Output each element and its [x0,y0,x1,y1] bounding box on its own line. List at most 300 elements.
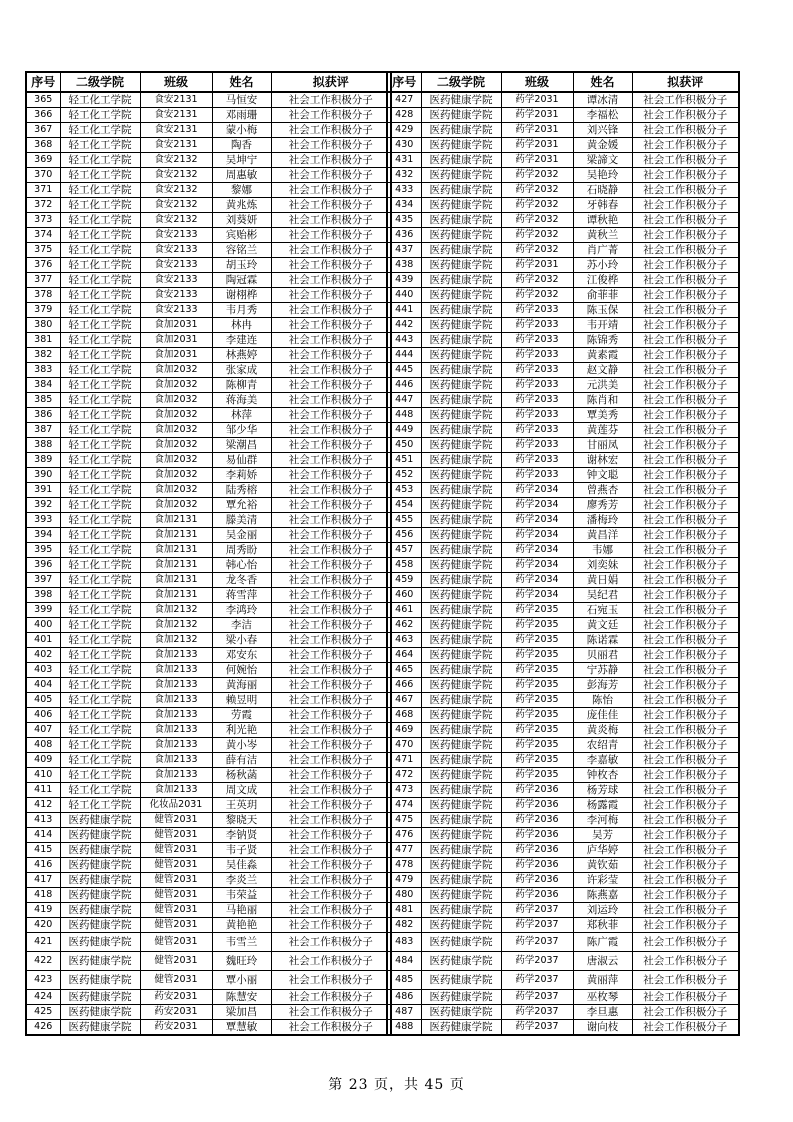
cell-award: 社会工作积极分子 [271,408,391,423]
cell-award: 社会工作积极分子 [632,228,739,243]
cell-index: 414 [26,828,60,843]
cell-college: 医药健康学院 [421,378,501,393]
cell-name: 黄兆炼 [212,198,271,213]
cell-index: 467 [387,693,421,708]
cell-index: 372 [26,198,60,213]
cell-class: 药学2035 [501,753,573,768]
table-row [387,528,739,543]
table-row [387,971,739,990]
cell-college: 医药健康学院 [421,952,501,971]
cell-index: 415 [26,843,60,858]
cell-award: 社会工作积极分子 [271,693,391,708]
cell-name: 郑秋菲 [573,918,632,933]
cell-class: 食加2032 [140,453,212,468]
cell-award: 社会工作积极分子 [271,453,391,468]
cell-class: 食加2133 [140,693,212,708]
cell-index: 485 [387,971,421,990]
cell-award: 社会工作积极分子 [271,768,391,783]
cell-class: 健管2031 [140,903,212,918]
table-row [26,588,391,603]
table-row [26,168,391,183]
cell-index: 484 [387,952,421,971]
header-award: 拟获评 [632,72,739,92]
cell-index: 465 [387,663,421,678]
cell-index: 471 [387,753,421,768]
cell-class: 药学2036 [501,813,573,828]
table-row [387,393,739,408]
cell-college: 轻工化工学院 [60,543,140,558]
cell-award: 社会工作积极分子 [632,573,739,588]
cell-college: 轻工化工学院 [60,453,140,468]
cell-name: 梁小春 [212,633,271,648]
cell-name: 宾贻彬 [212,228,271,243]
cell-award: 社会工作积极分子 [271,213,391,228]
cell-class: 食安2132 [140,168,212,183]
cell-college: 医药健康学院 [421,498,501,513]
cell-award: 社会工作积极分子 [632,168,739,183]
cell-class: 健管2031 [140,843,212,858]
cell-class: 食安2133 [140,288,212,303]
cell-name: 陈锦秀 [573,333,632,348]
cell-award: 社会工作积极分子 [271,588,391,603]
cell-award: 社会工作积极分子 [271,971,391,990]
cell-award: 社会工作积极分子 [632,438,739,453]
table-row [26,663,391,678]
cell-name: 马恒安 [212,92,271,108]
cell-college: 医药健康学院 [421,783,501,798]
cell-college: 轻工化工学院 [60,603,140,618]
cell-name: 张家成 [212,363,271,378]
cell-award: 社会工作积极分子 [632,603,739,618]
cell-award: 社会工作积极分子 [632,408,739,423]
cell-college: 医药健康学院 [60,971,140,990]
cell-index: 419 [26,903,60,918]
table-row [387,828,739,843]
table-row [26,498,391,513]
cell-college: 轻工化工学院 [60,123,140,138]
cell-college: 医药健康学院 [60,903,140,918]
cell-index: 468 [387,708,421,723]
cell-index: 408 [26,738,60,753]
cell-index: 456 [387,528,421,543]
cell-college: 医药健康学院 [60,952,140,971]
cell-college: 轻工化工学院 [60,363,140,378]
cell-class: 食安2132 [140,198,212,213]
cell-award: 社会工作积极分子 [632,858,739,873]
cell-award: 社会工作积极分子 [632,393,739,408]
cell-index: 452 [387,468,421,483]
cell-college: 轻工化工学院 [60,153,140,168]
cell-name: 李钠贤 [212,828,271,843]
cell-name: 苏小玲 [573,258,632,273]
cell-award: 社会工作积极分子 [632,588,739,603]
cell-name: 杨露霞 [573,798,632,813]
cell-index: 477 [387,843,421,858]
cell-name: 甘丽凤 [573,438,632,453]
table-row [26,1005,391,1020]
table-row [387,663,739,678]
table-row [387,588,739,603]
cell-class: 药学2031 [501,108,573,123]
header-index: 序号 [26,72,60,92]
table-row [387,573,739,588]
cell-class: 食加2031 [140,318,212,333]
cell-class: 食加2132 [140,618,212,633]
table-row [26,288,391,303]
header-award: 拟获评 [271,72,391,92]
cell-award: 社会工作积极分子 [271,198,391,213]
cell-name: 刘奕妹 [573,558,632,573]
cell-class: 食加2032 [140,423,212,438]
cell-class: 药学2035 [501,708,573,723]
cell-index: 472 [387,768,421,783]
cell-name: 胡玉玲 [212,258,271,273]
cell-name: 邓安东 [212,648,271,663]
cell-award: 社会工作积极分子 [271,753,391,768]
table-row [387,153,739,168]
cell-award: 社会工作积极分子 [632,303,739,318]
cell-class: 药学2033 [501,393,573,408]
cell-index: 451 [387,453,421,468]
table-row [26,873,391,888]
cell-class: 食加2133 [140,783,212,798]
table-row [387,363,739,378]
cell-award: 社会工作积极分子 [632,123,739,138]
cell-college: 轻工化工学院 [60,648,140,663]
cell-college: 轻工化工学院 [60,783,140,798]
cell-class: 食安2133 [140,243,212,258]
cell-college: 医药健康学院 [60,843,140,858]
cell-index: 462 [387,618,421,633]
cell-name: 庐华婷 [573,843,632,858]
cell-class: 食安2131 [140,138,212,153]
cell-index: 455 [387,513,421,528]
cell-index: 443 [387,333,421,348]
table-row [387,138,739,153]
cell-college: 医药健康学院 [421,243,501,258]
cell-class: 食加2132 [140,633,212,648]
cell-index: 459 [387,573,421,588]
cell-name: 吴艳玲 [573,168,632,183]
table-row [26,438,391,453]
cell-name: 梁諦文 [573,153,632,168]
cell-name: 李建连 [212,333,271,348]
cell-index: 428 [387,108,421,123]
cell-name: 黄素霞 [573,348,632,363]
cell-index: 442 [387,318,421,333]
cell-college: 医药健康学院 [421,333,501,348]
cell-college: 轻工化工学院 [60,693,140,708]
cell-college: 医药健康学院 [421,933,501,952]
cell-award: 社会工作积极分子 [632,558,739,573]
cell-class: 药学2034 [501,558,573,573]
cell-college: 轻工化工学院 [60,738,140,753]
cell-name: 李莉娇 [212,468,271,483]
cell-award: 社会工作积极分子 [271,498,391,513]
cell-college: 医药健康学院 [421,123,501,138]
cell-class: 药学2035 [501,678,573,693]
cell-name: 蒋雪萍 [212,588,271,603]
cell-index: 464 [387,648,421,663]
cell-award: 社会工作积极分子 [271,303,391,318]
cell-college: 医药健康学院 [421,858,501,873]
cell-name: 谢向枝 [573,1020,632,1036]
cell-award: 社会工作积极分子 [632,693,739,708]
cell-award: 社会工作积极分子 [632,738,739,753]
table-row [387,648,739,663]
cell-class: 食加2131 [140,513,212,528]
cell-name: 韦雪兰 [212,933,271,952]
cell-college: 医药健康学院 [421,318,501,333]
table-row [26,918,391,933]
cell-class: 药学2037 [501,918,573,933]
cell-index: 425 [26,1005,60,1020]
cell-award: 社会工作积极分子 [271,798,391,813]
table-row [387,708,739,723]
cell-class: 食加2133 [140,648,212,663]
table-row [387,798,739,813]
table-row [26,213,391,228]
cell-class: 药学2033 [501,438,573,453]
cell-college: 医药健康学院 [60,888,140,903]
cell-name: 利光艳 [212,723,271,738]
cell-award: 社会工作积极分子 [632,798,739,813]
header-index: 序号 [387,72,421,92]
cell-index: 450 [387,438,421,453]
cell-college: 轻工化工学院 [60,183,140,198]
cell-college: 医药健康学院 [421,513,501,528]
header-class: 班级 [140,72,212,92]
cell-college: 医药健康学院 [60,858,140,873]
cell-award: 社会工作积极分子 [271,618,391,633]
table-row [387,258,739,273]
cell-name: 唐淑云 [573,952,632,971]
cell-college: 医药健康学院 [421,453,501,468]
award-table-left [25,71,392,1036]
cell-index: 404 [26,678,60,693]
cell-award: 社会工作积极分子 [271,738,391,753]
cell-award: 社会工作积极分子 [632,678,739,693]
table-row [26,528,391,543]
table-row [26,783,391,798]
cell-name: 邓雨珊 [212,108,271,123]
cell-award: 社会工作积极分子 [271,378,391,393]
cell-class: 食加2032 [140,363,212,378]
cell-index: 444 [387,348,421,363]
table-row [26,723,391,738]
header-name: 姓名 [212,72,271,92]
table-row [26,903,391,918]
table-row [26,1020,391,1036]
cell-class: 食加2032 [140,483,212,498]
cell-name: 吴芳 [573,828,632,843]
cell-name: 林燕婷 [212,348,271,363]
cell-college: 轻工化工学院 [60,198,140,213]
cell-college: 轻工化工学院 [60,423,140,438]
cell-class: 药安2031 [140,1005,212,1020]
cell-college: 轻工化工学院 [60,438,140,453]
cell-college: 医药健康学院 [421,198,501,213]
cell-award: 社会工作积极分子 [271,783,391,798]
cell-name: 俞菲菲 [573,288,632,303]
cell-college: 医药健康学院 [421,693,501,708]
table-row [26,198,391,213]
cell-college: 轻工化工学院 [60,723,140,738]
cell-award: 社会工作积极分子 [632,153,739,168]
table-row [26,603,391,618]
cell-index: 482 [387,918,421,933]
cell-index: 466 [387,678,421,693]
cell-award: 社会工作积极分子 [271,990,391,1005]
cell-award: 社会工作积极分子 [632,952,739,971]
cell-class: 食加2133 [140,768,212,783]
cell-class: 药学2032 [501,198,573,213]
cell-name: 陈柳青 [212,378,271,393]
table-row [26,678,391,693]
table-row [387,468,739,483]
cell-class: 药学2031 [501,123,573,138]
table-row [387,858,739,873]
cell-college: 医药健康学院 [60,813,140,828]
table-row [387,273,739,288]
cell-college: 医药健康学院 [421,990,501,1005]
cell-index: 487 [387,1005,421,1020]
cell-award: 社会工作积极分子 [632,888,739,903]
cell-class: 药安2031 [140,1020,212,1036]
cell-index: 378 [26,288,60,303]
cell-name: 林萍 [212,408,271,423]
cell-college: 轻工化工学院 [60,408,140,423]
cell-index: 434 [387,198,421,213]
cell-award: 社会工作积极分子 [271,1005,391,1020]
cell-college: 医药健康学院 [421,828,501,843]
cell-college: 医药健康学院 [421,573,501,588]
cell-class: 食加2032 [140,378,212,393]
cell-award: 社会工作积极分子 [632,528,739,543]
table-row [387,603,739,618]
cell-award: 社会工作积极分子 [632,783,739,798]
cell-class: 药学2036 [501,798,573,813]
table-row [26,573,391,588]
cell-college: 医药健康学院 [421,288,501,303]
cell-index: 394 [26,528,60,543]
cell-college: 医药健康学院 [421,1020,501,1036]
cell-award: 社会工作积极分子 [632,708,739,723]
cell-college: 轻工化工学院 [60,243,140,258]
cell-award: 社会工作积极分子 [271,648,391,663]
table-row [387,783,739,798]
cell-college: 医药健康学院 [60,918,140,933]
table-row [387,888,739,903]
cell-class: 药学2035 [501,663,573,678]
cell-class: 药学2037 [501,952,573,971]
cell-college: 医药健康学院 [421,618,501,633]
cell-name: 宁苏静 [573,663,632,678]
cell-award: 社会工作积极分子 [271,873,391,888]
table-row [26,813,391,828]
cell-name: 韩心怡 [212,558,271,573]
cell-index: 409 [26,753,60,768]
cell-college: 医药健康学院 [421,258,501,273]
cell-college: 轻工化工学院 [60,258,140,273]
cell-college: 轻工化工学院 [60,168,140,183]
cell-index: 398 [26,588,60,603]
cell-college: 医药健康学院 [421,468,501,483]
cell-college: 医药健康学院 [421,753,501,768]
cell-award: 社会工作积极分子 [632,183,739,198]
cell-college: 医药健康学院 [421,918,501,933]
cell-award: 社会工作积极分子 [632,813,739,828]
cell-index: 406 [26,708,60,723]
cell-name: 贝丽君 [573,648,632,663]
cell-name: 薛有洁 [212,753,271,768]
cell-name: 庞佳佳 [573,708,632,723]
cell-name: 陈玉保 [573,303,632,318]
cell-college: 医药健康学院 [421,153,501,168]
cell-name: 林冉 [212,318,271,333]
cell-class: 食加2032 [140,468,212,483]
cell-college: 医药健康学院 [421,723,501,738]
cell-index: 480 [387,888,421,903]
cell-college: 医药健康学院 [421,438,501,453]
cell-college: 医药健康学院 [421,528,501,543]
table-row [26,798,391,813]
table-row [26,258,391,273]
cell-class: 健管2031 [140,971,212,990]
cell-award: 社会工作积极分子 [632,723,739,738]
cell-award: 社会工作积极分子 [271,393,391,408]
table-row [387,918,739,933]
cell-class: 食加2131 [140,573,212,588]
cell-name: 陈诺霖 [573,633,632,648]
table-row [26,738,391,753]
cell-class: 药学2036 [501,858,573,873]
cell-award: 社会工作积极分子 [632,243,739,258]
cell-index: 397 [26,573,60,588]
table-row [26,423,391,438]
cell-award: 社会工作积极分子 [632,423,739,438]
cell-index: 437 [387,243,421,258]
cell-college: 医药健康学院 [60,828,140,843]
cell-name: 李炎兰 [212,873,271,888]
cell-index: 446 [387,378,421,393]
cell-award: 社会工作积极分子 [632,468,739,483]
cell-college: 医药健康学院 [60,933,140,952]
table-row [387,513,739,528]
table-row [26,843,391,858]
cell-college: 医药健康学院 [421,273,501,288]
cell-class: 药学2034 [501,528,573,543]
cell-class: 药学2035 [501,618,573,633]
cell-name: 覃慧敏 [212,1020,271,1036]
table-row [26,123,391,138]
cell-class: 药学2034 [501,573,573,588]
table-body-right [387,92,739,1035]
cell-name: 李嘉敏 [573,753,632,768]
cell-name: 谢林宏 [573,453,632,468]
cell-name: 覃允裕 [212,498,271,513]
cell-name: 黄昌洋 [573,528,632,543]
cell-name: 谭秋艳 [573,213,632,228]
cell-name: 李旦惠 [573,1005,632,1020]
cell-college: 医药健康学院 [421,138,501,153]
cell-award: 社会工作积极分子 [271,933,391,952]
cell-name: 蒙小梅 [212,123,271,138]
cell-college: 轻工化工学院 [60,303,140,318]
table-row [26,318,391,333]
cell-index: 411 [26,783,60,798]
cell-index: 410 [26,768,60,783]
